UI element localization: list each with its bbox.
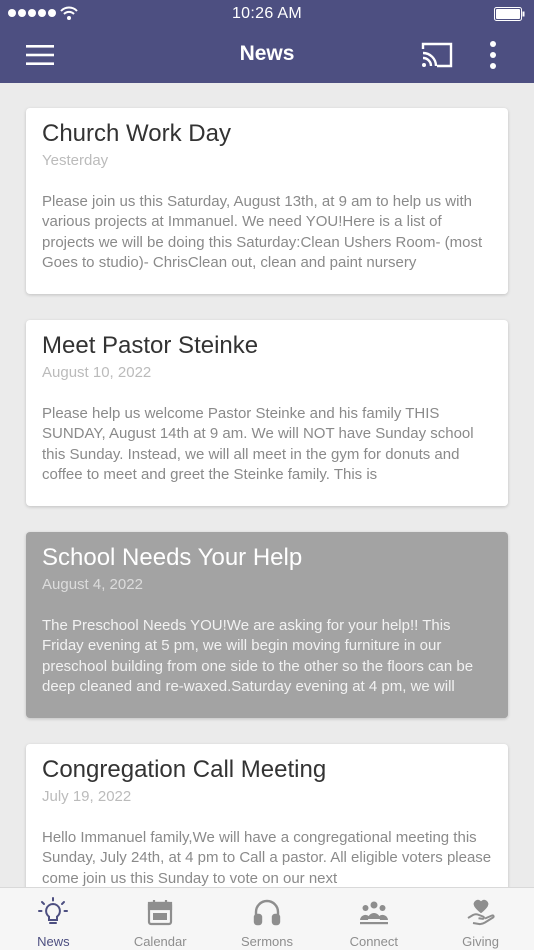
tab-label: Connect bbox=[349, 934, 398, 949]
news-card-church-work-day[interactable] bbox=[26, 108, 508, 294]
news-excerpt: Please join us this Saturday, August 13th, at 9 am to help us with various projects at Immanuel. We need YOU!Here is a list of projects we will be doing this Saturday:Clean Ushers Room- (most Goes to studio)- ChrisClean out, clean and paint nursery bbox=[42, 193, 483, 271]
battery-icon bbox=[494, 7, 526, 21]
hand-heart-icon bbox=[465, 896, 497, 928]
toolbar bbox=[0, 28, 534, 83]
tab-label: Calendar bbox=[133, 934, 187, 949]
news-title: Meet Pastor Steinke bbox=[42, 332, 259, 359]
cast-icon bbox=[420, 41, 454, 69]
people-icon bbox=[358, 896, 390, 928]
tab-giving[interactable] bbox=[427, 888, 534, 950]
news-date: August 10, 2022 bbox=[42, 364, 152, 381]
headphones-icon bbox=[251, 896, 283, 928]
news-date: Yesterday bbox=[42, 152, 109, 169]
news-title: School Needs Your Help bbox=[42, 544, 303, 571]
news-feed[interactable] bbox=[0, 83, 534, 887]
tab-label: Sermons bbox=[240, 934, 293, 949]
tab-label: News bbox=[37, 934, 70, 949]
tab-label: Giving bbox=[462, 934, 500, 949]
more-options-button[interactable] bbox=[484, 40, 502, 70]
status-time: 10:26 AM bbox=[231, 5, 302, 22]
news-excerpt: Hello Immanuel family,We will have a congregational meeting this Sunday, July 24th, at 4 pm to Call a pastor. All eligible voters please come join us this Sunday to vote on our next bbox=[42, 829, 492, 887]
tab-sermons[interactable] bbox=[214, 888, 321, 950]
tab-bar bbox=[0, 887, 534, 950]
status-bar bbox=[0, 0, 534, 28]
news-date: August 4, 2022 bbox=[42, 576, 143, 593]
tab-connect[interactable] bbox=[320, 888, 427, 950]
news-excerpt: The Preschool Needs YOU!We are asking for your help!! This Friday evening at 5 pm, we will begin moving furniture in our preschool building from one side to the other so the floors can be deep cleaned and re-waxed.Saturday evening at 4 pm, we will bbox=[42, 617, 474, 695]
calendar-icon bbox=[144, 896, 176, 928]
news-card-congregation-call[interactable] bbox=[26, 744, 508, 887]
news-excerpt: Please help us welcome Pastor Steinke and his family THIS SUNDAY, August 14th at 9 am. We will NOT have Sunday school this Sunday. Instead, we will all meet in the gym for donuts and coffee to meet and greet the Steinke family. This is bbox=[42, 405, 474, 483]
cast-button[interactable] bbox=[420, 41, 454, 69]
news-date: July 19, 2022 bbox=[42, 788, 132, 805]
page-title: News bbox=[239, 42, 295, 65]
tab-calendar[interactable] bbox=[107, 888, 214, 950]
more-vertical-icon bbox=[484, 40, 502, 70]
news-title: Congregation Call Meeting bbox=[42, 756, 327, 783]
lightbulb-icon bbox=[37, 896, 69, 928]
tab-news[interactable] bbox=[0, 888, 107, 950]
app-header bbox=[0, 0, 534, 83]
news-card-school-needs-help[interactable] bbox=[26, 532, 508, 718]
news-card-meet-pastor[interactable] bbox=[26, 320, 508, 506]
news-title: Church Work Day bbox=[42, 120, 231, 147]
